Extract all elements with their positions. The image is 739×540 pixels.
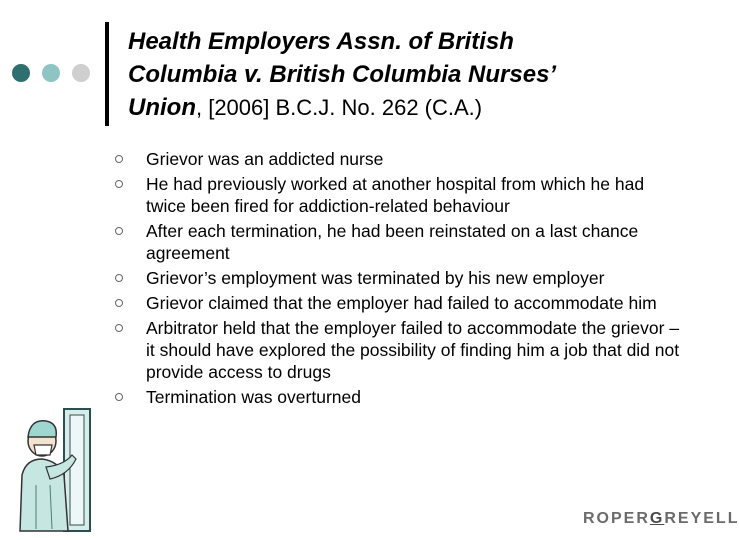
slide-title (128, 25, 708, 124)
bullet-list (140, 148, 680, 411)
title-line-3 (128, 91, 708, 124)
title-citation: , [2006] B.C.J. No. 262 (C.A.) (195, 95, 483, 120)
bullet-icon (114, 267, 124, 289)
bullet-text: Arbitrator held that the employer failed to accommodate the grievor – it should have explored the possibility of finding him a job that did not provide access to drugs (146, 318, 680, 382)
logo-part-2: G (649, 510, 665, 527)
bullet-icon (114, 292, 124, 314)
bullet-text: He had previously worked at another hospital from which he had twice been fired for addiction-related behaviour (146, 174, 645, 216)
title-union: Union (128, 94, 196, 121)
nurse-clipart-icon (6, 405, 98, 535)
list-item (140, 148, 680, 170)
bullet-text: Grievor claimed that the employer had failed to accommodate him (146, 293, 657, 313)
decor-dot-dark (12, 64, 30, 82)
title-line-2: Columbia v. British Columbia Nurses’ (128, 61, 557, 88)
logo-part-3: REYELL (664, 510, 739, 527)
bullet-icon (114, 220, 124, 242)
decor-dot-light (72, 64, 90, 82)
list-item (140, 292, 680, 314)
title-divider (105, 22, 109, 126)
list-item (140, 386, 680, 408)
list-item (140, 220, 680, 264)
bullet-text: After each termination, he had been reinstated on a last chance agreement (146, 221, 639, 263)
list-item (140, 173, 680, 217)
title-line-1: Health Employers Assn. of British (128, 28, 514, 55)
bullet-text: Grievor was an addicted nurse (146, 149, 384, 169)
bullet-text: Termination was overturned (146, 387, 361, 407)
bullet-icon (114, 317, 124, 339)
list-item (140, 267, 680, 289)
decor-dot-teal (42, 64, 60, 82)
list-item (140, 317, 680, 383)
roper-greyell-logo (583, 510, 739, 528)
bullet-text: Grievor’s employment was terminated by his new employer (146, 268, 605, 288)
logo-part-1: ROPER (583, 510, 650, 527)
bullet-icon (114, 386, 124, 408)
bullet-icon (114, 173, 124, 195)
bullet-icon (114, 148, 124, 170)
